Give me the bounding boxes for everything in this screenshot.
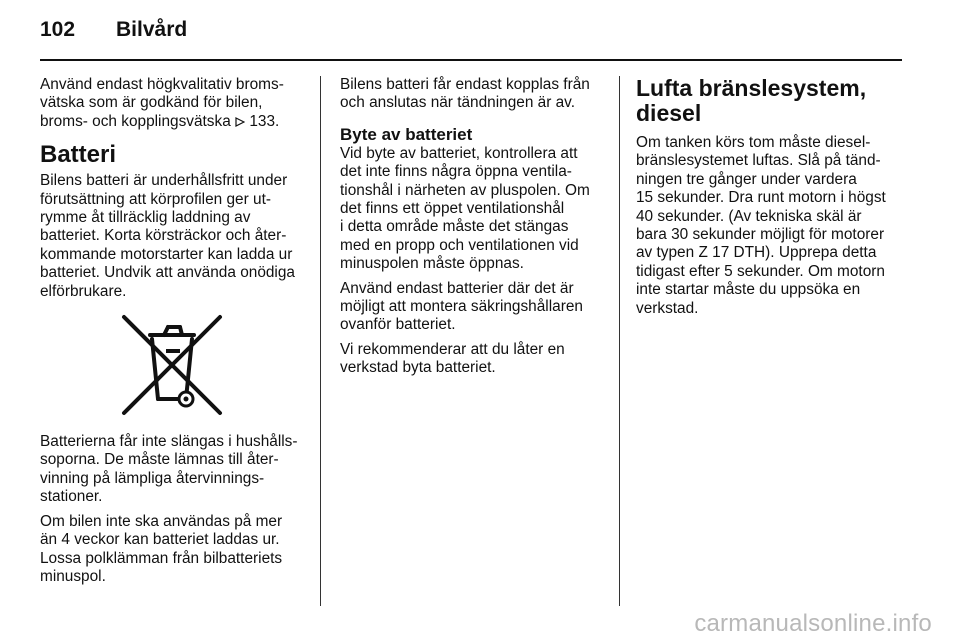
watermark: carmanualsonline.info (694, 610, 932, 637)
battery-paragraph: Bilens batteri är underhållsfritt under förutsättning att körprofilen ger ut- rymme åt tillräcklig laddning av batteriet. Korta körsträckor och åter- kommande motorstarter kan ladda ur batteriet. Undvik att använda onödiga elförbrukare. (40, 172, 295, 300)
recycling-paragraph: Batterierna får inte slängas i hushålls- soporna. De måste lämnas till åter- vinning på lämpliga återvinnings- stationer. (40, 433, 298, 506)
workshop-paragraph: Vi rekommenderar att du låter en verkstad byta batteriet. (340, 340, 565, 377)
replacement-paragraph: Vid byte av batteriet, kontrollera att det inte finns några öppna ventila- tionshål i närheten av pluspolen. Om det finns ett öppet ventilationshål i detta område måste det stängas med en propp och ventilationen vid minuspolen måste öppnas. (340, 144, 590, 273)
column-divider-2 (619, 76, 620, 606)
column-1 (40, 76, 308, 592)
column-divider-1 (320, 76, 321, 606)
brake-fluid-paragraph (40, 76, 308, 131)
reference-arrow-icon (235, 117, 245, 127)
battery-replacement-heading: Byte av batteriet (340, 124, 473, 144)
storage-paragraph: Om bilen inte ska användas på mer än 4 veckor kan batteriet laddas ur. Lossa polklämman från bilbatteriets minuspol. (40, 512, 283, 585)
fuse-holder-paragraph: Använd endast batterier där det är möjligt att montera säkringshållaren ovanför batteriet. (340, 279, 583, 334)
header-rule (40, 59, 902, 61)
chapter-title: Bilvård (116, 18, 188, 41)
page-number: 102 (40, 18, 76, 41)
fuel-bleed-paragraph: Om tanken körs tom måste diesel- bränslesystemet luftas. Slå på tänd- ningen tre gånger under vardera 15 sekunder. Dra runt motorn i högst 40 sekunder. (Av tekniska skäl är bara 30 sekunder möjligt för motorer av typen Z 17 DTH). Upprepa detta tidigast efter 5 sekunder. Om motorn inte startar måste du uppsöka en verkstad. (636, 134, 886, 317)
disconnect-paragraph: Bilens batteri får endast kopplas från och anslutas när tändningen är av. (340, 76, 590, 112)
page-reference[interactable]: 133. (249, 112, 280, 130)
column-2 (340, 76, 608, 384)
brake-fluid-text: Använd endast högkvalitativ broms- vätska som är godkänd för bilen, broms- och kopplingsvätska (40, 76, 284, 130)
fuel-bleed-heading: Lufta bränslesystem, diesel (636, 75, 867, 126)
battery-heading: Batteri (40, 141, 117, 169)
crossed-bin-recycling-icon (120, 313, 224, 417)
column-3 (636, 76, 904, 324)
